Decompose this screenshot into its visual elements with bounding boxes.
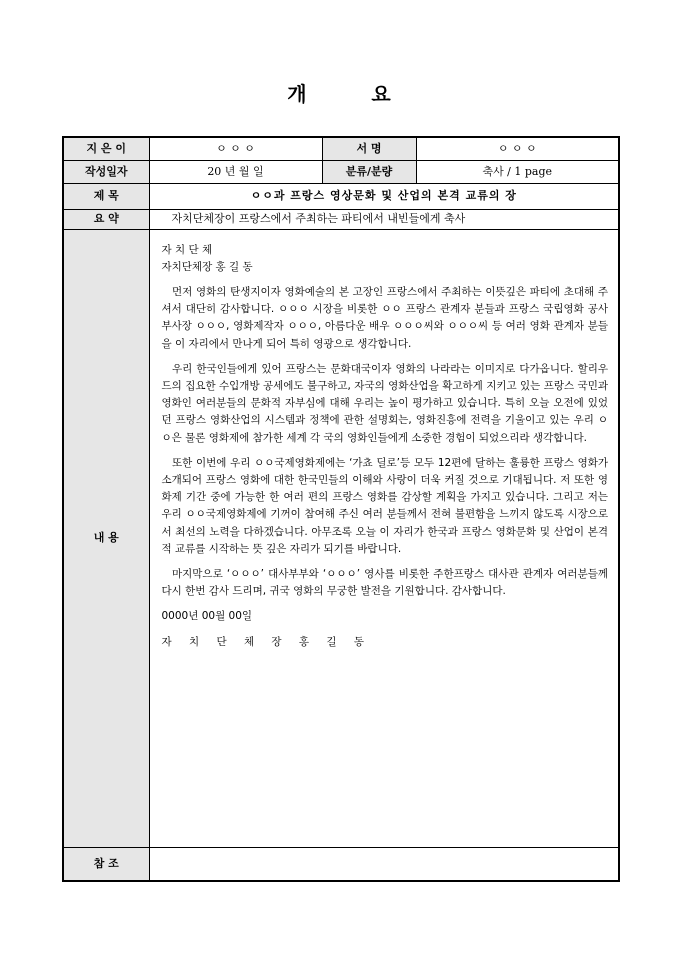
category-label: 분류/분량 [322, 160, 416, 183]
content-signature: 자 치 단 체 장 홍 길 동 [161, 635, 372, 648]
subject-label: 제 목 [63, 183, 149, 209]
content-label: 내 용 [63, 229, 149, 847]
content-paragraph: 마지막으로 ‘ㅇㅇㅇ’ 대사부부와 ‘ㅇㅇㅇ’ 영사를 비롯한 주한프랑스 대사관 관계자 여러분들께 다시 한번 감사 드리며, 귀국 영화의 무궁한 발전을 기원합니다. 감사합니다. [161, 567, 608, 598]
summary-label: 요 약 [63, 209, 149, 229]
date-label: 작성일자 [63, 160, 149, 183]
content-paragraph: 먼저 영화의 탄생지이자 영화예술의 본 고장인 프랑스에서 주최하는 이뜻깊은 파티에 초대해 주셔서 대단히 감사합니다. ㅇㅇㅇ 시장을 비롯한 ㅇㅇ 프랑스 관계자 분들과 프랑스 국립영화 공사 부사장 ㅇㅇㅇ, 영화제작자 ㅇㅇㅇ, 아름다운 배우 ㅇㅇㅇ씨와 ㅇㅇㅇ씨 등 여러 영화 관계자 분들을 이 자리에서 만나게 되어 특히 영광으로 생각합니다. [161, 285, 608, 350]
author-value: ㅇ ㅇ ㅇ [149, 137, 322, 160]
signature-value: ㅇ ㅇ ㅇ [416, 137, 619, 160]
content-org: 자 치 단 체 [161, 243, 213, 256]
document-title [0, 78, 680, 107]
author-label: 지 은 이 [63, 137, 149, 160]
reference-value [149, 847, 619, 881]
content-paragraph: 우리 한국인들에게 있어 프랑스는 문화대국이자 영화의 나라라는 이미지로 다가옵니다. 할리우드의 집요한 수입개방 공세에도 불구하고, 자국의 영화산업을 확고하게 지키고 있는 프랑스 국민과 영화인 여러분들의 문화적 자부심에 대해 우리는 높이 평가하고 있습니다. 특히 오늘 오전에 있었던 프랑스 영화산업의 시스템과 정책에 관한 설명회는, 영화진흥에 전력을 기울이고 있는 우리 ㅇㅇ은 물론 영화제에 참가한 세계 각 국의 영화인들에게 소중한 경험이 되었으리라 생각합니다. [161, 362, 608, 444]
content-date: 0000년 00월 00일 [161, 610, 253, 623]
content-body [149, 229, 619, 847]
summary-form-table [62, 136, 620, 882]
subject-value: ㅇㅇ과 프랑스 영상문화 및 산업의 본격 교류의 장 [149, 183, 619, 209]
content-paragraph: 또한 이번에 우리 ㅇㅇ국제영화제에는 ‘가쵸 딜로’등 모두 12편에 달하는 훌륭한 프랑스 영화가 소개되어 프랑스 영화에 대한 한국민들의 이해와 사랑이 더욱 커질 것으로 기대됩니다. 저 또한 영화제 기간 중에 가능한 한 여러 편의 프랑스 영화를 감상할 계획을 가지고 있습니다. 그리고 저는 우리 ㅇㅇ국제영화제에 기꺼이 참여해 주신 여러 분들께서 전혀 불편함을 느끼지 않도록 시장으로서 최선의 노력을 다하겠습니다. 아무조록 오늘 이 자리가 한국과 프랑스 영화문화 및 산업이 본격적 교류를 시작하는 뜻 깊은 자리가 되기를 바랍니다. [161, 456, 608, 555]
category-value: 축사 / 1 page [416, 160, 619, 183]
title-char-1: 개 [287, 82, 309, 106]
date-value: 20 년 월 일 [149, 160, 322, 183]
title-char-2: 요 [371, 82, 393, 106]
reference-label: 참 조 [63, 847, 149, 881]
summary-value: 자치단체장이 프랑스에서 주최하는 파티에서 내빈들에게 축사 [149, 209, 619, 229]
content-speaker: 자치단체장 홍 길 동 [161, 260, 253, 273]
signature-label: 서 명 [322, 137, 416, 160]
